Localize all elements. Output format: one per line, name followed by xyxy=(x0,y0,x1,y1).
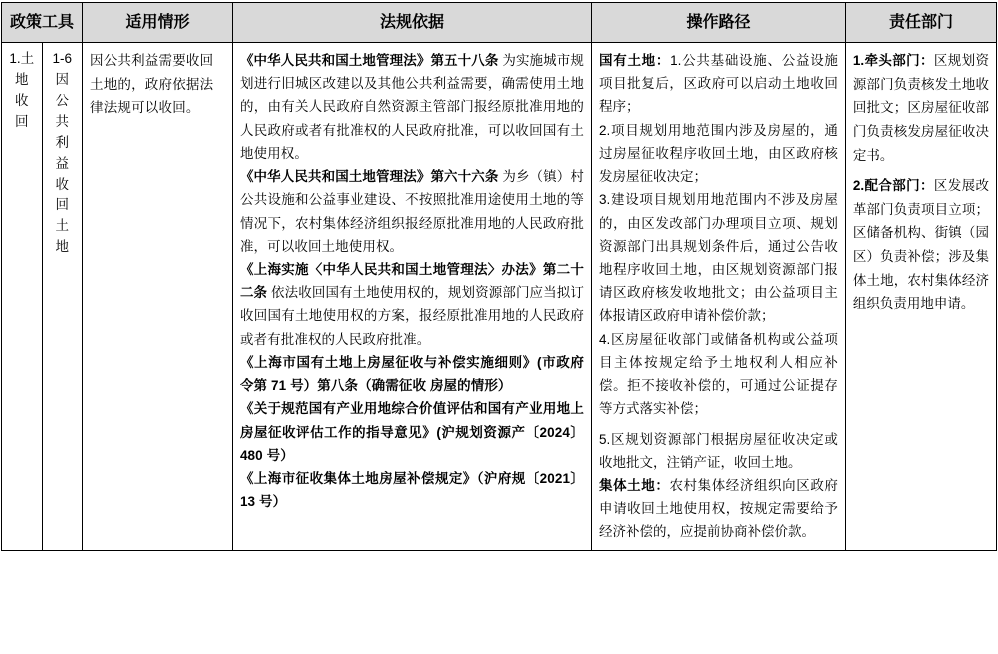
legal-item xyxy=(240,49,584,165)
dept-item-text: 区规划资源部门负责核发土地收回批文；区房屋征收部门负责核发房屋征收决定书。 xyxy=(852,53,989,163)
cell-operation-path xyxy=(591,43,845,551)
dept-item-text: 区发展改革部门负责项目立项；区储备机构、街镇（园区）负责补偿；涉及集体土地，农村集体经济组织负责用地申请。 xyxy=(852,178,989,312)
cell-policy-tool: 1.土地收回 xyxy=(2,43,43,551)
column-header-path: 操作路径 xyxy=(591,3,845,43)
cell-case: 1-6 因公共利益收回土地 xyxy=(42,43,83,551)
column-header-dept: 责任部门 xyxy=(845,3,996,43)
cell-applicable-situation: 因公共利益需要收回土地的，政府依据法律法规可以收回。 xyxy=(83,43,233,551)
legal-item xyxy=(240,258,584,351)
path-step-lead: 集体土地： xyxy=(598,477,670,493)
path-step-text: 3.建设项目规划用地范围内不涉及房屋的，由区发改部门办理项目立项、规划资源部门出具规划条件后，通过公告收地程序收回土地，由区规划资源部门报请区政府核发收地批文；由公益项目主体报请区政府申请补偿价款； xyxy=(598,192,838,324)
policy-table xyxy=(1,2,997,551)
dept-item-lead: 2.配合部门： xyxy=(852,178,934,194)
legal-item-body: 房屋的情形） xyxy=(429,378,512,394)
legal-item-title: 《中华人民共和国土地管理法》第五十八条 xyxy=(239,53,499,68)
cell-responsible-department xyxy=(845,43,996,551)
path-step xyxy=(599,328,838,421)
path-step-lead: 国有土地： xyxy=(598,53,671,68)
legal-item-title: 《上海市国有土地上房屋征收与补偿实施细则》(市政府令第 71 号）第八条（确需征收 xyxy=(239,354,584,394)
spacer xyxy=(599,421,838,428)
legal-item-body: 依法收回国有土地使用权的，规划资源部门应当拟订收回国有土地使用权的方案，报经原批准用地的人民政府或者有批准权的人民政府批准。 xyxy=(239,285,584,347)
legal-item-title: 《上海实施〈中华人民共和国土地管理法〉办法》第二十二条 xyxy=(239,261,584,301)
spacer xyxy=(853,167,989,174)
path-step-text: 农村集体经济组织向区政府申请收回土地使用权，按规定需要给予经济补偿的，应提前协商补偿价款。 xyxy=(598,477,838,540)
legal-item xyxy=(240,397,584,467)
cell-legal-basis xyxy=(232,43,591,551)
path-step-text: 1.公共基础设施、公益设施项目批复后，区政府可以启动土地收回程序； xyxy=(598,53,838,115)
legal-item xyxy=(240,467,584,513)
path-step xyxy=(599,474,838,544)
legal-item-body: 为乡（镇）村公共设施和公益事业建设、不按照批准用途使用土地的等情况下，农村集体经济组织报经原批准用地的人民政府批准，可以收回土地使用权。 xyxy=(239,169,584,254)
legal-item-title: 《关于规范国有产业用地综合价值评估和国有产业用地上房屋征收评估工作的指导意见》(沪规划资源产〔2024〕480 号） xyxy=(239,401,584,463)
path-step-text: 2.项目规划用地范围内涉及房屋的，通过房屋征收程序收回土地，由区政府核发房屋征收决定； xyxy=(598,122,838,185)
dept-item-lead: 1.牵头部门： xyxy=(852,53,934,68)
path-step-text: 5.区规划资源部门根据房屋征收决定或收地批文，注销产证，收回土地。 xyxy=(598,431,838,470)
table-row xyxy=(2,43,997,551)
table-body xyxy=(2,43,997,551)
dept-item xyxy=(853,174,989,316)
column-header-tool: 政策工具 xyxy=(2,3,83,43)
path-step xyxy=(599,428,838,474)
path-step xyxy=(599,188,838,327)
legal-item xyxy=(240,165,584,258)
path-step xyxy=(599,119,838,189)
column-header-apply: 适用情形 xyxy=(83,3,233,43)
legal-item-title: 《上海市征收集体土地房屋补偿规定》（沪府规〔2021〕13 号） xyxy=(239,470,584,510)
legal-item-body: 为实施城市规划进行旧城区改建以及其他公共利益需要，确需使用土地的，由有关人民政府自然资源主管部门报经原批准用地的人民政府或者有批准权的人民政府批准，可以收回国有土地使用权。 xyxy=(239,53,584,161)
table-header-row xyxy=(2,3,997,43)
path-step-text: 4.区房屋征收部门或储备机构或公益项目主体按规定给予土地权利人相应补偿。拒不接收补偿的，可通过公证提存等方式落实补偿； xyxy=(598,331,838,417)
dept-item xyxy=(853,49,989,167)
table-header xyxy=(2,3,997,43)
legal-item xyxy=(240,351,584,397)
column-header-legal: 法规依据 xyxy=(232,3,591,43)
legal-item-title: 《中华人民共和国土地管理法》第六十六条 xyxy=(239,169,499,185)
path-step xyxy=(599,49,838,119)
